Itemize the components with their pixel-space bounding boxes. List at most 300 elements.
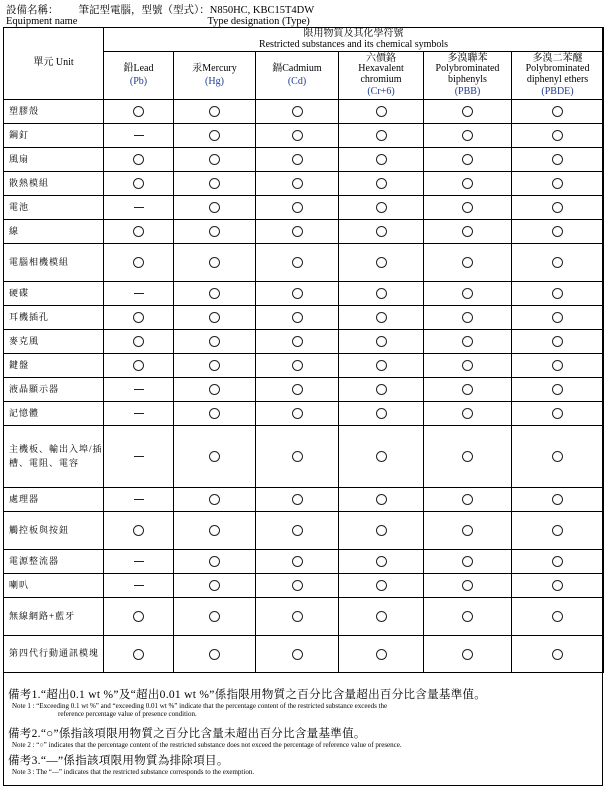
mark-cell bbox=[104, 196, 174, 220]
note-1-en: Note 1 : “Exceeding 0.1 wt %” and “exceeding 0.01 wt %” indicate that the percentage content of the restricted substance exceeds the bbox=[12, 702, 388, 710]
mark-cell bbox=[512, 512, 604, 550]
circle-mark-icon bbox=[552, 288, 563, 299]
mark-cell bbox=[256, 148, 339, 172]
circle-mark-icon bbox=[209, 312, 220, 323]
circle-mark-icon bbox=[209, 408, 220, 419]
mark-cell bbox=[104, 574, 174, 598]
circle-mark-icon bbox=[209, 178, 220, 189]
circle-mark-icon bbox=[376, 556, 387, 567]
circle-mark-icon bbox=[133, 525, 144, 536]
circle-mark-icon bbox=[133, 312, 144, 323]
substance-header bbox=[174, 52, 256, 100]
mark-cell bbox=[512, 124, 604, 148]
mark-cell bbox=[174, 148, 256, 172]
substance-name-en: Lead bbox=[133, 63, 154, 74]
circle-mark-icon bbox=[376, 202, 387, 213]
mark-cell bbox=[174, 244, 256, 282]
mark-cell bbox=[339, 330, 424, 354]
table-row bbox=[4, 488, 604, 512]
mark-cell bbox=[104, 402, 174, 426]
unit-cell: 記憶體 bbox=[4, 402, 104, 426]
circle-mark-icon bbox=[376, 312, 387, 323]
mark-cell bbox=[104, 306, 174, 330]
mark-cell bbox=[256, 488, 339, 512]
unit-header: 單元 Unit bbox=[4, 28, 104, 100]
mark-cell bbox=[104, 354, 174, 378]
unit-cell: 麥克風 bbox=[4, 330, 104, 354]
circle-mark-icon bbox=[462, 649, 473, 660]
restricted-substances-table bbox=[3, 27, 604, 673]
circle-mark-icon bbox=[292, 312, 303, 323]
substance-symbol: (Cd) bbox=[287, 75, 307, 87]
circle-mark-icon bbox=[133, 257, 144, 268]
circle-mark-icon bbox=[462, 494, 473, 505]
circle-mark-icon bbox=[552, 408, 563, 419]
mark-cell bbox=[256, 550, 339, 574]
mark-cell bbox=[104, 220, 174, 244]
mark-cell bbox=[424, 148, 512, 172]
circle-mark-icon bbox=[133, 106, 144, 117]
mark-cell bbox=[424, 282, 512, 306]
mark-cell bbox=[339, 426, 424, 488]
substance-name bbox=[512, 54, 603, 86]
circle-mark-icon bbox=[292, 130, 303, 141]
table-row bbox=[4, 172, 604, 196]
mark-cell bbox=[174, 378, 256, 402]
circle-mark-icon bbox=[376, 106, 387, 117]
mark-cell bbox=[339, 148, 424, 172]
substance-header bbox=[256, 52, 339, 100]
substance-name-zh: 鉛 bbox=[123, 63, 134, 74]
unit-cell: 第四代行動通訊模塊 bbox=[4, 636, 104, 673]
mark-cell bbox=[512, 148, 604, 172]
mark-cell bbox=[104, 172, 174, 196]
table-row bbox=[4, 636, 604, 673]
mark-cell bbox=[512, 598, 604, 636]
mark-cell bbox=[512, 574, 604, 598]
substance-name-zh: 六價鉻 bbox=[366, 52, 396, 64]
mark-cell bbox=[104, 378, 174, 402]
mark-cell bbox=[339, 124, 424, 148]
mark-cell bbox=[339, 244, 424, 282]
mark-cell bbox=[339, 598, 424, 636]
mark-cell bbox=[339, 354, 424, 378]
unit-cell: 處理器 bbox=[4, 488, 104, 512]
circle-mark-icon bbox=[133, 154, 144, 165]
circle-mark-icon bbox=[209, 649, 220, 660]
dash-mark-icon bbox=[134, 293, 144, 294]
table-row bbox=[4, 306, 604, 330]
equipment-name-label-zh: 設備名稱： bbox=[6, 5, 59, 16]
circle-mark-icon bbox=[552, 649, 563, 660]
circle-mark-icon bbox=[462, 226, 473, 237]
substance-name-en: Hexavalent chromium bbox=[358, 63, 404, 85]
mark-cell bbox=[512, 378, 604, 402]
circle-mark-icon bbox=[462, 525, 473, 536]
circle-mark-icon bbox=[462, 154, 473, 165]
mark-cell bbox=[424, 100, 512, 124]
circle-mark-icon bbox=[552, 178, 563, 189]
mark-cell bbox=[256, 598, 339, 636]
circle-mark-icon bbox=[552, 494, 563, 505]
circle-mark-icon bbox=[209, 451, 220, 462]
circle-mark-icon bbox=[133, 649, 144, 660]
unit-cell: 鍵盤 bbox=[4, 354, 104, 378]
note-3-zh: 備考3.“—”係指該項限用物質為排除項目。 bbox=[8, 755, 229, 767]
circle-mark-icon bbox=[292, 384, 303, 395]
circle-mark-icon bbox=[552, 580, 563, 591]
circle-mark-icon bbox=[376, 451, 387, 462]
unit-cell: 液晶顯示器 bbox=[4, 378, 104, 402]
circle-mark-icon bbox=[552, 556, 563, 567]
mark-cell bbox=[104, 282, 174, 306]
circle-mark-icon bbox=[209, 525, 220, 536]
unit-cell: 電腦相機模組 bbox=[4, 244, 104, 282]
dash-mark-icon bbox=[134, 585, 144, 586]
substance-header bbox=[339, 52, 424, 100]
unit-cell: 鋼釘 bbox=[4, 124, 104, 148]
substance-symbol: (Pb) bbox=[129, 75, 148, 87]
substance-name-zh: 多溴二苯醚 bbox=[532, 52, 583, 64]
circle-mark-icon bbox=[292, 257, 303, 268]
circle-mark-icon bbox=[462, 580, 473, 591]
mark-cell bbox=[512, 488, 604, 512]
circle-mark-icon bbox=[292, 408, 303, 419]
unit-cell: 塑膠殼 bbox=[4, 100, 104, 124]
mark-cell bbox=[256, 306, 339, 330]
equipment-name-label-en: Equipment name bbox=[6, 16, 78, 27]
mark-cell bbox=[104, 512, 174, 550]
substance-name-en: Polybrominated diphenyl ethers bbox=[525, 63, 590, 85]
circle-mark-icon bbox=[133, 360, 144, 371]
circle-mark-icon bbox=[292, 336, 303, 347]
mark-cell bbox=[339, 574, 424, 598]
substance-header bbox=[512, 52, 604, 100]
mark-cell bbox=[339, 402, 424, 426]
substance-name-en: Mercury bbox=[202, 63, 237, 74]
mark-cell bbox=[256, 426, 339, 488]
circle-mark-icon bbox=[209, 336, 220, 347]
circle-mark-icon bbox=[292, 226, 303, 237]
mark-cell bbox=[512, 282, 604, 306]
table-row bbox=[4, 426, 604, 488]
mark-cell bbox=[104, 100, 174, 124]
substance-name-en: Cadmium bbox=[282, 63, 322, 74]
table-row bbox=[4, 100, 604, 124]
circle-mark-icon bbox=[209, 257, 220, 268]
circle-mark-icon bbox=[376, 288, 387, 299]
mark-cell bbox=[512, 196, 604, 220]
circle-mark-icon bbox=[462, 178, 473, 189]
mark-cell bbox=[256, 378, 339, 402]
circle-mark-icon bbox=[292, 288, 303, 299]
unit-cell: 電池 bbox=[4, 196, 104, 220]
table-row bbox=[4, 402, 604, 426]
circle-mark-icon bbox=[552, 154, 563, 165]
mark-cell bbox=[339, 196, 424, 220]
circle-mark-icon bbox=[462, 312, 473, 323]
mark-cell bbox=[424, 636, 512, 673]
substance-symbol: (PBDE) bbox=[541, 86, 574, 97]
substance-name bbox=[104, 64, 173, 75]
mark-cell bbox=[424, 488, 512, 512]
circle-mark-icon bbox=[376, 154, 387, 165]
dash-mark-icon bbox=[134, 207, 144, 208]
mark-cell bbox=[339, 512, 424, 550]
circle-mark-icon bbox=[552, 106, 563, 117]
mark-cell bbox=[512, 306, 604, 330]
mark-cell bbox=[256, 512, 339, 550]
mark-cell bbox=[424, 172, 512, 196]
table-row bbox=[4, 574, 604, 598]
circle-mark-icon bbox=[552, 384, 563, 395]
circle-mark-icon bbox=[376, 178, 387, 189]
mark-cell bbox=[174, 124, 256, 148]
mark-cell bbox=[424, 512, 512, 550]
circle-mark-icon bbox=[292, 360, 303, 371]
equipment-header-zh bbox=[6, 5, 314, 16]
mark-cell bbox=[174, 196, 256, 220]
circle-mark-icon bbox=[462, 384, 473, 395]
circle-mark-icon bbox=[209, 154, 220, 165]
equipment-header-en bbox=[6, 16, 310, 27]
mark-cell bbox=[512, 330, 604, 354]
mark-cell bbox=[174, 636, 256, 673]
circle-mark-icon bbox=[462, 408, 473, 419]
circle-mark-icon bbox=[292, 494, 303, 505]
dash-mark-icon bbox=[134, 456, 144, 457]
circle-mark-icon bbox=[376, 494, 387, 505]
circle-mark-icon bbox=[292, 611, 303, 622]
circle-mark-icon bbox=[209, 384, 220, 395]
circle-mark-icon bbox=[133, 336, 144, 347]
circle-mark-icon bbox=[552, 130, 563, 141]
circle-mark-icon bbox=[376, 649, 387, 660]
circle-mark-icon bbox=[462, 451, 473, 462]
circle-mark-icon bbox=[462, 556, 473, 567]
circle-mark-icon bbox=[376, 384, 387, 395]
mark-cell bbox=[339, 550, 424, 574]
restricted-substances-header bbox=[104, 28, 604, 52]
circle-mark-icon bbox=[462, 257, 473, 268]
unit-cell: 硬碟 bbox=[4, 282, 104, 306]
circle-mark-icon bbox=[552, 202, 563, 213]
mark-cell bbox=[256, 172, 339, 196]
mark-cell bbox=[339, 488, 424, 512]
mark-cell bbox=[256, 636, 339, 673]
circle-mark-icon bbox=[292, 451, 303, 462]
mark-cell bbox=[339, 172, 424, 196]
circle-mark-icon bbox=[552, 336, 563, 347]
mark-cell bbox=[174, 354, 256, 378]
mark-cell bbox=[512, 244, 604, 282]
note-3-en: Note 3 : The “—” indicates that the restricted substance corresponds to the exemption. bbox=[12, 768, 255, 776]
table-row bbox=[4, 330, 604, 354]
mark-cell bbox=[174, 330, 256, 354]
mark-cell bbox=[424, 426, 512, 488]
circle-mark-icon bbox=[292, 556, 303, 567]
restricted-header-en: Restricted substances and its chemical symbols bbox=[258, 38, 449, 50]
substance-name-zh: 鎘 bbox=[272, 63, 283, 74]
mark-cell bbox=[339, 306, 424, 330]
circle-mark-icon bbox=[209, 611, 220, 622]
mark-cell bbox=[424, 354, 512, 378]
circle-mark-icon bbox=[133, 611, 144, 622]
substance-name-zh: 多溴聯苯 bbox=[447, 52, 488, 64]
circle-mark-icon bbox=[376, 525, 387, 536]
substance-name-en: Polybrominated biphenyls bbox=[435, 63, 500, 85]
mark-cell bbox=[174, 550, 256, 574]
mark-cell bbox=[339, 378, 424, 402]
circle-mark-icon bbox=[209, 360, 220, 371]
mark-cell bbox=[174, 402, 256, 426]
substance-symbol: (Cr+6) bbox=[367, 86, 395, 97]
substance-name bbox=[339, 54, 423, 86]
circle-mark-icon bbox=[209, 130, 220, 141]
circle-mark-icon bbox=[209, 494, 220, 505]
unit-cell: 無線網路+藍牙 bbox=[4, 598, 104, 636]
dash-mark-icon bbox=[134, 389, 144, 390]
circle-mark-icon bbox=[209, 226, 220, 237]
circle-mark-icon bbox=[292, 202, 303, 213]
circle-mark-icon bbox=[376, 580, 387, 591]
mark-cell bbox=[174, 512, 256, 550]
mark-cell bbox=[424, 220, 512, 244]
mark-cell bbox=[256, 244, 339, 282]
mark-cell bbox=[256, 402, 339, 426]
mark-cell bbox=[256, 196, 339, 220]
mark-cell bbox=[512, 550, 604, 574]
circle-mark-icon bbox=[462, 611, 473, 622]
note-2-en: Note 2 : “○” indicates that the percentage content of the restricted substance does not exceed the percentage of reference value of presence. bbox=[12, 741, 402, 749]
mark-cell bbox=[256, 574, 339, 598]
mark-cell bbox=[104, 488, 174, 512]
mark-cell bbox=[339, 636, 424, 673]
mark-cell bbox=[104, 330, 174, 354]
mark-cell bbox=[174, 282, 256, 306]
table-row bbox=[4, 124, 604, 148]
circle-mark-icon bbox=[552, 525, 563, 536]
substance-header bbox=[104, 52, 174, 100]
mark-cell bbox=[174, 488, 256, 512]
mark-cell bbox=[339, 100, 424, 124]
mark-cell bbox=[174, 100, 256, 124]
circle-mark-icon bbox=[376, 360, 387, 371]
mark-cell bbox=[424, 574, 512, 598]
circle-mark-icon bbox=[552, 611, 563, 622]
type-value: N850HC, KBC15T4DW bbox=[209, 5, 315, 16]
circle-mark-icon bbox=[209, 106, 220, 117]
dash-mark-icon bbox=[134, 499, 144, 500]
type-label-zh: ，型號（型式）： bbox=[131, 5, 210, 16]
unit-cell: 風扇 bbox=[4, 148, 104, 172]
circle-mark-icon bbox=[462, 130, 473, 141]
equipment-name-value-zh: 筆記型電腦 bbox=[78, 5, 131, 16]
restricted-header-zh: 限用物質及其化學符號 bbox=[303, 28, 404, 39]
mark-cell bbox=[104, 426, 174, 488]
unit-cell: 電源整流器 bbox=[4, 550, 104, 574]
table-row bbox=[4, 220, 604, 244]
circle-mark-icon bbox=[292, 154, 303, 165]
table-row bbox=[4, 148, 604, 172]
mark-cell bbox=[256, 220, 339, 244]
mark-cell bbox=[174, 598, 256, 636]
substance-symbol: (Hg) bbox=[205, 75, 224, 87]
circle-mark-icon bbox=[462, 202, 473, 213]
note-1-en-continued: reference percentage value of presence condition. bbox=[58, 710, 197, 718]
circle-mark-icon bbox=[552, 226, 563, 237]
substance-header bbox=[424, 52, 512, 100]
mark-cell bbox=[424, 550, 512, 574]
circle-mark-icon bbox=[292, 525, 303, 536]
circle-mark-icon bbox=[209, 202, 220, 213]
mark-cell bbox=[424, 196, 512, 220]
circle-mark-icon bbox=[133, 178, 144, 189]
circle-mark-icon bbox=[376, 611, 387, 622]
unit-cell: 散熱模組 bbox=[4, 172, 104, 196]
circle-mark-icon bbox=[462, 106, 473, 117]
unit-cell: 耳機插孔 bbox=[4, 306, 104, 330]
circle-mark-icon bbox=[376, 257, 387, 268]
circle-mark-icon bbox=[292, 106, 303, 117]
mark-cell bbox=[424, 402, 512, 426]
circle-mark-icon bbox=[209, 556, 220, 567]
circle-mark-icon bbox=[376, 408, 387, 419]
mark-cell bbox=[104, 550, 174, 574]
mark-cell bbox=[104, 598, 174, 636]
table-row bbox=[4, 598, 604, 636]
mark-cell bbox=[512, 172, 604, 196]
mark-cell bbox=[424, 330, 512, 354]
circle-mark-icon bbox=[552, 312, 563, 323]
mark-cell bbox=[424, 124, 512, 148]
dash-mark-icon bbox=[134, 561, 144, 562]
circle-mark-icon bbox=[462, 360, 473, 371]
table-row bbox=[4, 354, 604, 378]
mark-cell bbox=[512, 636, 604, 673]
mark-cell bbox=[256, 124, 339, 148]
mark-cell bbox=[512, 426, 604, 488]
circle-mark-icon bbox=[552, 257, 563, 268]
circle-mark-icon bbox=[209, 288, 220, 299]
note-2-zh: 備考2.“○”係指該項限用物質之百分比含量未超出百分比含量基準值。 bbox=[8, 728, 366, 740]
mark-cell bbox=[174, 306, 256, 330]
circle-mark-icon bbox=[292, 178, 303, 189]
table-row bbox=[4, 244, 604, 282]
mark-cell bbox=[256, 330, 339, 354]
mark-cell bbox=[256, 100, 339, 124]
mark-cell bbox=[104, 148, 174, 172]
mark-cell bbox=[339, 220, 424, 244]
mark-cell bbox=[339, 282, 424, 306]
circle-mark-icon bbox=[292, 580, 303, 591]
table-row bbox=[4, 550, 604, 574]
mark-cell bbox=[104, 636, 174, 673]
substance-name bbox=[424, 54, 511, 86]
table-row bbox=[4, 512, 604, 550]
unit-cell: 觸控板與按鈕 bbox=[4, 512, 104, 550]
type-designation-label-en: Type designation (Type) bbox=[207, 16, 310, 27]
mark-cell bbox=[104, 124, 174, 148]
mark-cell bbox=[256, 282, 339, 306]
unit-cell: 喇叭 bbox=[4, 574, 104, 598]
mark-cell bbox=[512, 220, 604, 244]
mark-cell bbox=[104, 244, 174, 282]
mark-cell bbox=[424, 378, 512, 402]
mark-cell bbox=[256, 354, 339, 378]
mark-cell bbox=[512, 100, 604, 124]
substance-name bbox=[174, 64, 255, 75]
